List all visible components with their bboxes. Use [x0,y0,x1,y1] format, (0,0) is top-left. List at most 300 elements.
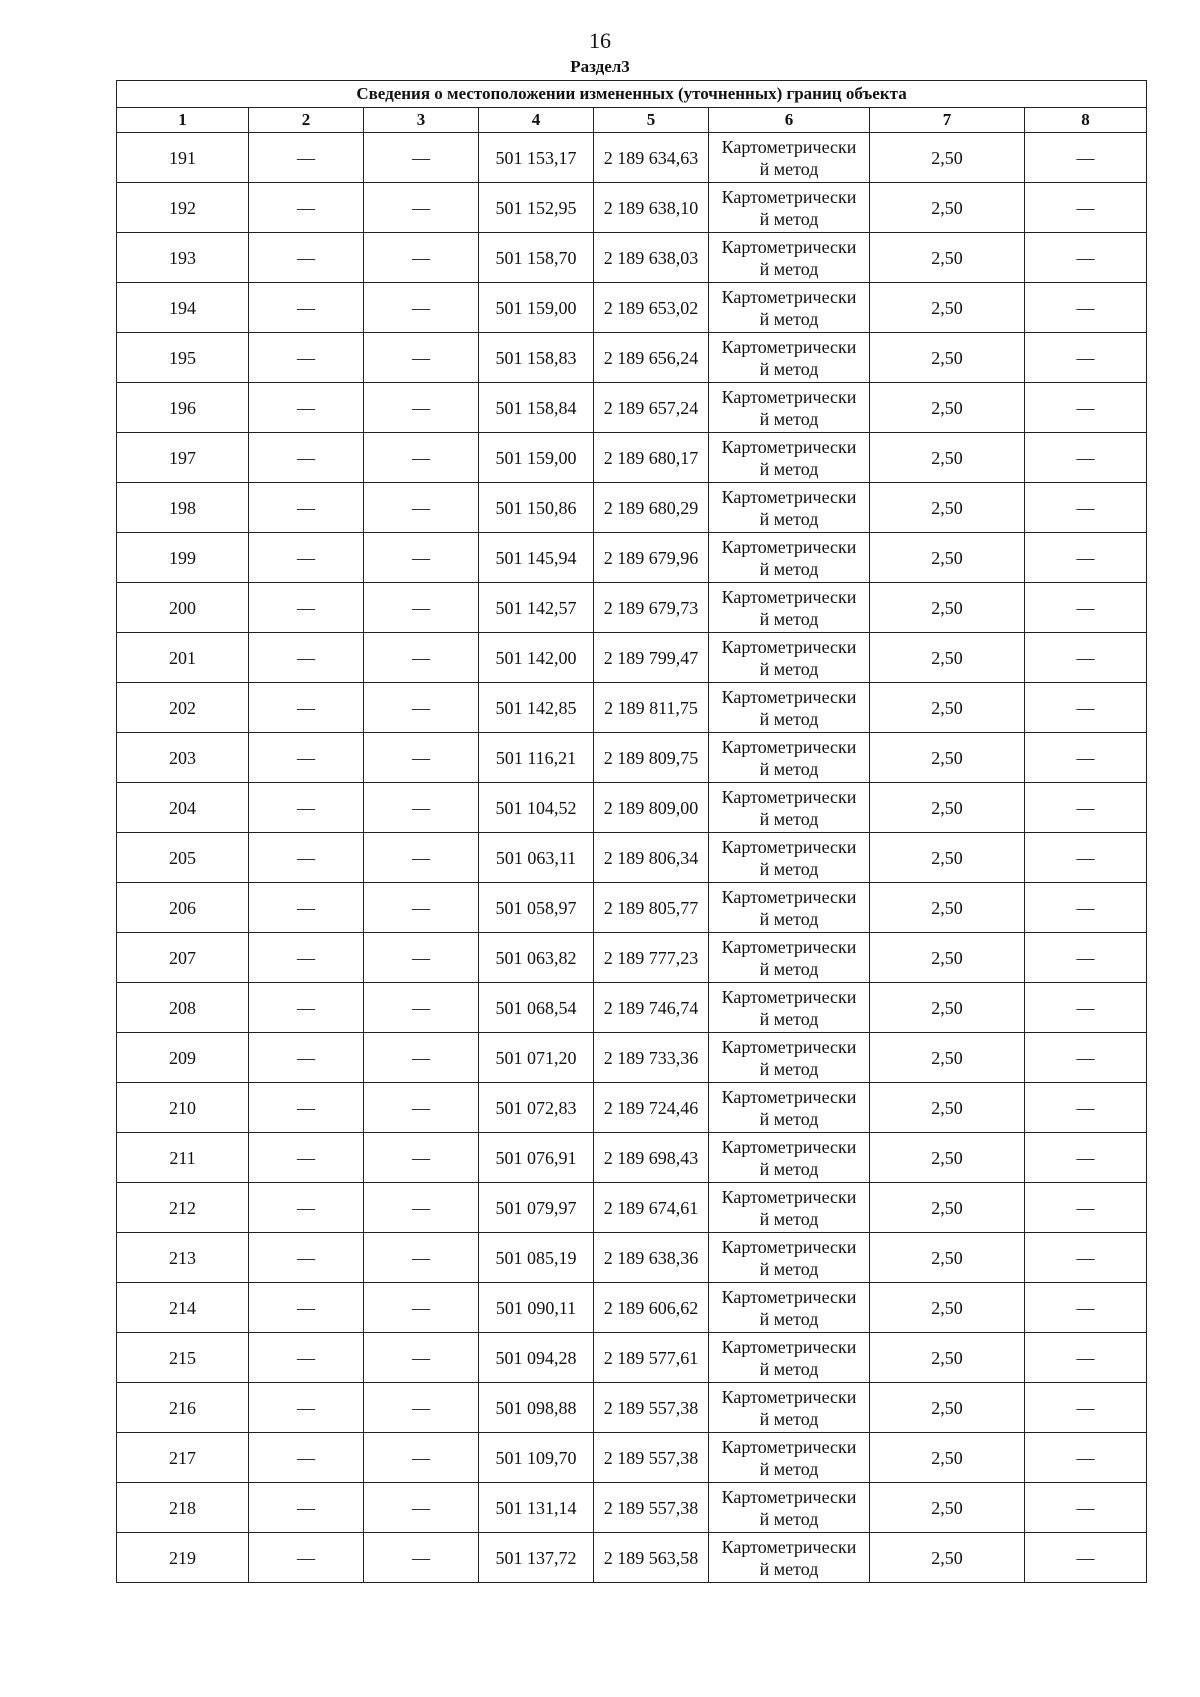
cell-col2: — [249,1283,364,1333]
coord-y: 2 189 557,38 [594,1433,709,1483]
method-line-2: й метод [759,808,819,829]
cell-col2: — [249,1083,364,1133]
table-row [117,1183,1147,1233]
cell-col8: — [1025,1283,1147,1333]
method [709,1483,870,1533]
cell-col8: — [1025,683,1147,733]
coord-x: 501 116,21 [479,733,594,783]
coord-x: 501 063,82 [479,933,594,983]
table-row [117,1383,1147,1433]
point-number: 213 [117,1233,249,1283]
coord-y: 2 189 680,17 [594,433,709,483]
cell-col2: — [249,483,364,533]
method [709,1283,870,1333]
cell-col8: — [1025,933,1147,983]
cell-col8: — [1025,1433,1147,1483]
cell-col8: — [1025,783,1147,833]
accuracy: 2,50 [870,933,1025,983]
method [709,1183,870,1233]
cell-col2: — [249,283,364,333]
coord-x: 501 109,70 [479,1433,594,1483]
cell-col3: — [364,583,479,633]
point-number: 216 [117,1383,249,1433]
table-row [117,633,1147,683]
method [709,383,870,433]
cell-col8: — [1025,633,1147,683]
point-number: 203 [117,733,249,783]
coord-x: 501 153,17 [479,133,594,183]
method-line-1: Картометрически [721,1336,857,1357]
accuracy: 2,50 [870,1533,1025,1583]
method [709,633,870,683]
method-line-1: Картометрически [721,936,857,957]
cell-col2: — [249,433,364,483]
coord-x: 501 158,84 [479,383,594,433]
cell-col2: — [249,333,364,383]
cell-col8: — [1025,1383,1147,1433]
method-line-1: Картометрически [721,436,857,457]
coord-x: 501 158,83 [479,333,594,383]
cell-col8: — [1025,1333,1147,1383]
cell-col8: — [1025,333,1147,383]
cell-col8: — [1025,283,1147,333]
cell-col2: — [249,1033,364,1083]
coord-y: 2 189 811,75 [594,683,709,733]
coord-y: 2 189 777,23 [594,933,709,983]
accuracy: 2,50 [870,883,1025,933]
table-row [117,1033,1147,1083]
cell-col2: — [249,1533,364,1583]
point-number: 207 [117,933,249,983]
point-number: 200 [117,583,249,633]
cell-col2: — [249,683,364,733]
point-number: 205 [117,833,249,883]
cell-col8: — [1025,133,1147,183]
point-number: 210 [117,1083,249,1133]
coord-y: 2 189 656,24 [594,333,709,383]
accuracy: 2,50 [870,333,1025,383]
coord-y: 2 189 653,02 [594,283,709,333]
table-row [117,483,1147,533]
table-row [117,1333,1147,1383]
column-header-3: 3 [364,108,479,133]
table-caption: Сведения о местоположении измененных (уточненных) границ объекта [117,81,1147,108]
method-line-2: й метод [759,658,819,679]
method-line-1: Картометрически [721,1186,857,1207]
cell-col3: — [364,783,479,833]
point-number: 194 [117,283,249,333]
coord-x: 501 094,28 [479,1333,594,1383]
cell-col8: — [1025,1033,1147,1083]
cell-col2: — [249,1383,364,1433]
column-header-2: 2 [249,108,364,133]
cell-col2: — [249,733,364,783]
method-line-1: Картометрически [721,736,857,757]
coord-x: 501 068,54 [479,983,594,1033]
coord-x: 501 150,86 [479,483,594,533]
cell-col2: — [249,1183,364,1233]
accuracy: 2,50 [870,383,1025,433]
cell-col8: — [1025,1133,1147,1183]
column-header-8: 8 [1025,108,1147,133]
accuracy: 2,50 [870,1333,1025,1383]
accuracy: 2,50 [870,833,1025,883]
method [709,483,870,533]
coord-y: 2 189 806,34 [594,833,709,883]
point-number: 191 [117,133,249,183]
cell-col2: — [249,883,364,933]
coord-y: 2 189 799,47 [594,633,709,683]
cell-col2: — [249,783,364,833]
coord-y: 2 189 634,63 [594,133,709,183]
cell-col3: — [364,1183,479,1233]
accuracy: 2,50 [870,1483,1025,1533]
cell-col8: — [1025,883,1147,933]
cell-col3: — [364,1333,479,1383]
coord-x: 501 079,97 [479,1183,594,1233]
column-header-1: 1 [117,108,249,133]
cell-col8: — [1025,233,1147,283]
coord-x: 501 145,94 [479,533,594,583]
cell-col2: — [249,1433,364,1483]
coord-x: 501 142,00 [479,633,594,683]
coord-y: 2 189 680,29 [594,483,709,533]
method-line-2: й метод [759,758,819,779]
table-row [117,1433,1147,1483]
table-row [117,933,1147,983]
cell-col2: — [249,233,364,283]
method-line-2: й метод [759,1558,819,1579]
coord-y: 2 189 557,38 [594,1483,709,1533]
cell-col2: — [249,983,364,1033]
cell-col3: — [364,1133,479,1183]
method [709,533,870,583]
cell-col8: — [1025,533,1147,583]
cell-col3: — [364,833,479,883]
coord-x: 501 159,00 [479,433,594,483]
cell-col8: — [1025,1533,1147,1583]
accuracy: 2,50 [870,683,1025,733]
point-number: 201 [117,633,249,683]
cell-col3: — [364,983,479,1033]
coord-y: 2 189 809,00 [594,783,709,833]
point-number: 197 [117,433,249,483]
coord-x: 501 063,11 [479,833,594,883]
coord-y: 2 189 746,74 [594,983,709,1033]
cell-col3: — [364,133,479,183]
cell-col8: — [1025,733,1147,783]
table-caption-row [117,81,1147,108]
method [709,983,870,1033]
table-row [117,533,1147,583]
column-header-4: 4 [479,108,594,133]
column-header-5: 5 [594,108,709,133]
table-row [117,1233,1147,1283]
method [709,233,870,283]
coord-y: 2 189 657,24 [594,383,709,433]
method-line-1: Картометрически [721,636,857,657]
method-line-2: й метод [759,1508,819,1529]
method-line-1: Картометрически [721,686,857,707]
coord-x: 501 085,19 [479,1233,594,1283]
method-line-2: й метод [759,208,819,229]
point-number: 219 [117,1533,249,1583]
table-row [117,1483,1147,1533]
cell-col2: — [249,383,364,433]
method-line-1: Картометрически [721,1436,857,1457]
coord-x: 501 142,57 [479,583,594,633]
point-number: 204 [117,783,249,833]
table-row [117,183,1147,233]
cell-col2: — [249,933,364,983]
cell-col8: — [1025,833,1147,883]
method [709,583,870,633]
cell-col3: — [364,933,479,983]
accuracy: 2,50 [870,1383,1025,1433]
table-row [117,583,1147,633]
cell-col2: — [249,1483,364,1533]
coord-y: 2 189 638,36 [594,1233,709,1283]
cell-col2: — [249,633,364,683]
cell-col2: — [249,183,364,233]
method-line-2: й метод [759,608,819,629]
method-line-1: Картометрически [721,536,857,557]
cell-col3: — [364,433,479,483]
method [709,1083,870,1133]
cell-col3: — [364,1383,479,1433]
point-number: 199 [117,533,249,583]
method [709,1333,870,1383]
coord-y: 2 189 724,46 [594,1083,709,1133]
cell-col3: — [364,1483,479,1533]
method [709,683,870,733]
cell-col3: — [364,1533,479,1583]
accuracy: 2,50 [870,133,1025,183]
accuracy: 2,50 [870,533,1025,583]
point-number: 202 [117,683,249,733]
cell-col3: — [364,1433,479,1483]
table-row [117,333,1147,383]
method-line-2: й метод [759,1358,819,1379]
cell-col3: — [364,383,479,433]
cell-col3: — [364,183,479,233]
table-row [117,1133,1147,1183]
method-line-2: й метод [759,258,819,279]
point-number: 212 [117,1183,249,1233]
method-line-1: Картометрически [721,186,857,207]
method [709,1383,870,1433]
column-header-7: 7 [870,108,1025,133]
accuracy: 2,50 [870,283,1025,333]
cell-col3: — [364,883,479,933]
method-line-2: й метод [759,508,819,529]
method-line-1: Картометрически [721,836,857,857]
method-line-1: Картометрически [721,1036,857,1057]
method [709,183,870,233]
cell-col2: — [249,133,364,183]
cell-col2: — [249,1233,364,1283]
table-row [117,1083,1147,1133]
cell-col3: — [364,633,479,683]
cell-col8: — [1025,583,1147,633]
method-line-2: й метод [759,1008,819,1029]
cell-col8: — [1025,183,1147,233]
accuracy: 2,50 [870,583,1025,633]
method-line-1: Картометрически [721,886,857,907]
coord-y: 2 189 679,96 [594,533,709,583]
method-line-2: й метод [759,1308,819,1329]
method [709,833,870,883]
coord-x: 501 076,91 [479,1133,594,1183]
method-line-2: й метод [759,1458,819,1479]
accuracy: 2,50 [870,433,1025,483]
accuracy: 2,50 [870,1183,1025,1233]
cell-col3: — [364,533,479,583]
cell-col3: — [364,333,479,383]
method-line-2: й метод [759,708,819,729]
cell-col3: — [364,1083,479,1133]
table-header-row [117,108,1147,133]
table-row [117,883,1147,933]
cell-col3: — [364,483,479,533]
cell-col2: — [249,1133,364,1183]
coord-y: 2 189 733,36 [594,1033,709,1083]
method [709,133,870,183]
coord-x: 501 158,70 [479,233,594,283]
method-line-1: Картометрически [721,136,857,157]
method-line-1: Картометрически [721,1486,857,1507]
table-row [117,833,1147,883]
cell-col3: — [364,283,479,333]
method-line-1: Картометрически [721,786,857,807]
accuracy: 2,50 [870,783,1025,833]
cell-col8: — [1025,1233,1147,1283]
method-line-1: Картометрически [721,1386,857,1407]
coord-x: 501 071,20 [479,1033,594,1083]
point-number: 209 [117,1033,249,1083]
table-row [117,1283,1147,1333]
page-number: 16 [589,28,611,53]
point-number: 206 [117,883,249,933]
method [709,433,870,483]
method-line-2: й метод [759,908,819,929]
table-row [117,433,1147,483]
cell-col3: — [364,233,479,283]
point-number: 196 [117,383,249,433]
cell-col8: — [1025,1083,1147,1133]
method-line-1: Картометрически [721,486,857,507]
method-line-1: Картометрически [721,1286,857,1307]
method-line-1: Картометрически [721,986,857,1007]
coord-x: 501 104,52 [479,783,594,833]
point-number: 195 [117,333,249,383]
point-number: 208 [117,983,249,1033]
method [709,1233,870,1283]
cell-col3: — [364,733,479,783]
table-row [117,683,1147,733]
method-line-2: й метод [759,408,819,429]
method-line-2: й метод [759,1408,819,1429]
cell-col8: — [1025,433,1147,483]
method-line-2: й метод [759,158,819,179]
method-line-2: й метод [759,558,819,579]
coord-y: 2 189 674,61 [594,1183,709,1233]
coord-x: 501 159,00 [479,283,594,333]
table-row [117,1533,1147,1583]
coord-y: 2 189 638,10 [594,183,709,233]
coord-x: 501 058,97 [479,883,594,933]
accuracy: 2,50 [870,733,1025,783]
table-row [117,983,1147,1033]
coord-y: 2 189 557,38 [594,1383,709,1433]
method-line-2: й метод [759,858,819,879]
cell-col8: — [1025,983,1147,1033]
cell-col2: — [249,1333,364,1383]
method-line-2: й метод [759,358,819,379]
accuracy: 2,50 [870,183,1025,233]
coord-x: 501 142,85 [479,683,594,733]
method-line-1: Картометрически [721,1536,857,1557]
cell-col8: — [1025,1183,1147,1233]
coord-x: 501 131,14 [479,1483,594,1533]
method [709,783,870,833]
cell-col3: — [364,1033,479,1083]
cell-col3: — [364,1233,479,1283]
accuracy: 2,50 [870,483,1025,533]
method-line-2: й метод [759,1258,819,1279]
accuracy: 2,50 [870,1433,1025,1483]
method-line-2: й метод [759,1058,819,1079]
table-row [117,733,1147,783]
method-line-1: Картометрически [721,336,857,357]
table-row [117,783,1147,833]
method-line-2: й метод [759,1158,819,1179]
method [709,1433,870,1483]
method [709,883,870,933]
method [709,333,870,383]
method-line-2: й метод [759,1208,819,1229]
method-line-1: Картометрически [721,236,857,257]
point-number: 193 [117,233,249,283]
coord-y: 2 189 805,77 [594,883,709,933]
coord-y: 2 189 606,62 [594,1283,709,1333]
cell-col2: — [249,833,364,883]
point-number: 192 [117,183,249,233]
method-line-2: й метод [759,308,819,329]
accuracy: 2,50 [870,1083,1025,1133]
cell-col8: — [1025,483,1147,533]
point-number: 214 [117,1283,249,1333]
cell-col8: — [1025,1483,1147,1533]
point-number: 217 [117,1433,249,1483]
accuracy: 2,50 [870,1233,1025,1283]
coord-x: 501 137,72 [479,1533,594,1583]
point-number: 215 [117,1333,249,1383]
accuracy: 2,50 [870,633,1025,683]
method-line-2: й метод [759,458,819,479]
method-line-1: Картометрически [721,286,857,307]
method [709,1033,870,1083]
cell-col2: — [249,583,364,633]
cell-col2: — [249,533,364,583]
method-line-1: Картометрически [721,1236,857,1257]
table-row [117,383,1147,433]
method-line-1: Картометрически [721,586,857,607]
point-number: 198 [117,483,249,533]
method [709,283,870,333]
section-title: Раздел3 [570,57,630,76]
method-line-2: й метод [759,1108,819,1129]
